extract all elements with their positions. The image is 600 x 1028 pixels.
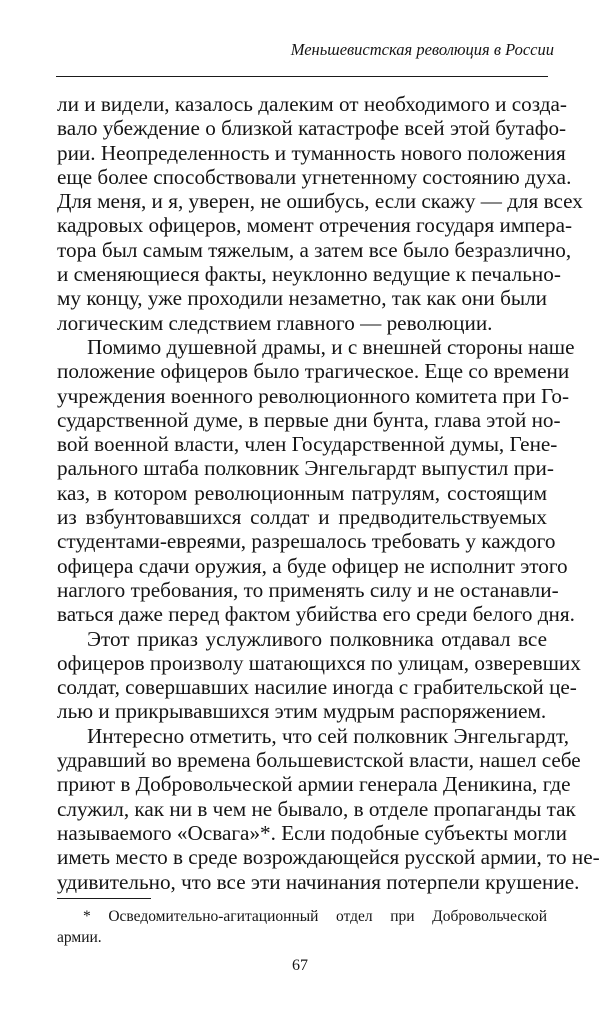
page-number: 67 — [292, 957, 308, 974]
footnote-line: * Осведомительно-агитационный отдел при Добровольческой — [83, 908, 547, 925]
paragraph — [57, 723, 600, 894]
footnote-rule — [57, 898, 151, 899]
text-line: из взбунтовавшихся солдат и предводительствуемых — [57, 505, 547, 530]
text-line: удравший во времена большевистской власти, нашел себе — [57, 748, 581, 773]
text-line: ли и видели, казалось далеким от необходимого и созда- — [57, 92, 567, 116]
text-line: Для меня, и я, уверен, не ошибусь, если скажу — для всех — [57, 189, 583, 214]
text-line: положение офицеров было трагическое. Еще со времени — [57, 359, 570, 384]
text-line: иметь место в среде возрождающейся русской армии, то не- — [57, 845, 600, 870]
text-line: логическим следствием главного — революции. — [57, 310, 493, 335]
text-line: каз, в котором революционным патрулям, состоящим — [57, 480, 547, 505]
footnote-line: армии. — [57, 929, 102, 946]
text-line: приют в Добровольческой армии генерала Деникина, где — [57, 772, 571, 797]
text-line: му концу, уже проходили незаметно, так как они были — [57, 286, 547, 311]
text-line: вой военной власти, член Государственной думы, Гене- — [57, 432, 558, 457]
text-line: Интересно отметить, что сей полковник Энгельгардт, — [87, 723, 570, 748]
text-line: учреждения военного революционного комитета при Го- — [57, 383, 570, 408]
text-line: студентами-евреями, разрешалось требовать у каждого — [57, 529, 556, 554]
text-line: Помимо душевной драмы, и с внешней стороны наше — [87, 334, 575, 359]
footnote — [57, 906, 547, 948]
text-line: наглого требования, то применять силу и не останавли- — [57, 577, 559, 602]
text-line: рального штаба полковник Энгельгардт выпустил при- — [57, 456, 554, 481]
text-line: удивительно, что все эти начинания потерпели крушение. — [57, 869, 580, 894]
paragraph — [57, 92, 583, 335]
text-line: называемого «Освага»*. Если подобные субъекты могли — [57, 820, 567, 845]
text-line: еще более способствовали угнетенному состоянию духа. — [57, 164, 572, 189]
text-line: Этот приказ услужливого полковника отдавал все — [87, 626, 547, 651]
header-rule — [56, 76, 548, 77]
text-line: служил, как ни в чем не бывало, в отделе пропаганды так — [57, 796, 576, 821]
text-line: и сменяющиеся факты, неуклонно ведущие к печально- — [57, 262, 561, 287]
text-line: офицеров произволу шатающихся по улицам, озверевших — [57, 650, 581, 675]
text-line: рии. Неопределенность и туманность нового положения — [57, 140, 566, 165]
paragraph — [57, 626, 581, 724]
running-header: Меньшевистская революция в России — [290, 40, 554, 59]
text-line: кадровых офицеров, момент отречения государя импера- — [57, 213, 573, 238]
text-line: ваться даже перед фактом убийства его среди белого дня. — [57, 602, 575, 627]
text-line: солдат, совершавших насилие иногда с грабительской це- — [57, 675, 577, 700]
body-text — [57, 92, 600, 894]
text-line: лью и прикрывавшихся этим мудрым распоряжением. — [57, 699, 547, 724]
text-line: вало убеждение о близкой катастрофе всей этой бутафо- — [57, 116, 567, 141]
text-line: офицера сдачи оружия, а буде офицер не исполнит этого — [57, 553, 568, 578]
text-line: тора был самым тяжелым, а затем все было безразлично, — [57, 237, 572, 262]
text-line: сударственной думе, в первые дни бунта, глава этой но- — [57, 407, 561, 432]
paragraph — [57, 334, 575, 627]
